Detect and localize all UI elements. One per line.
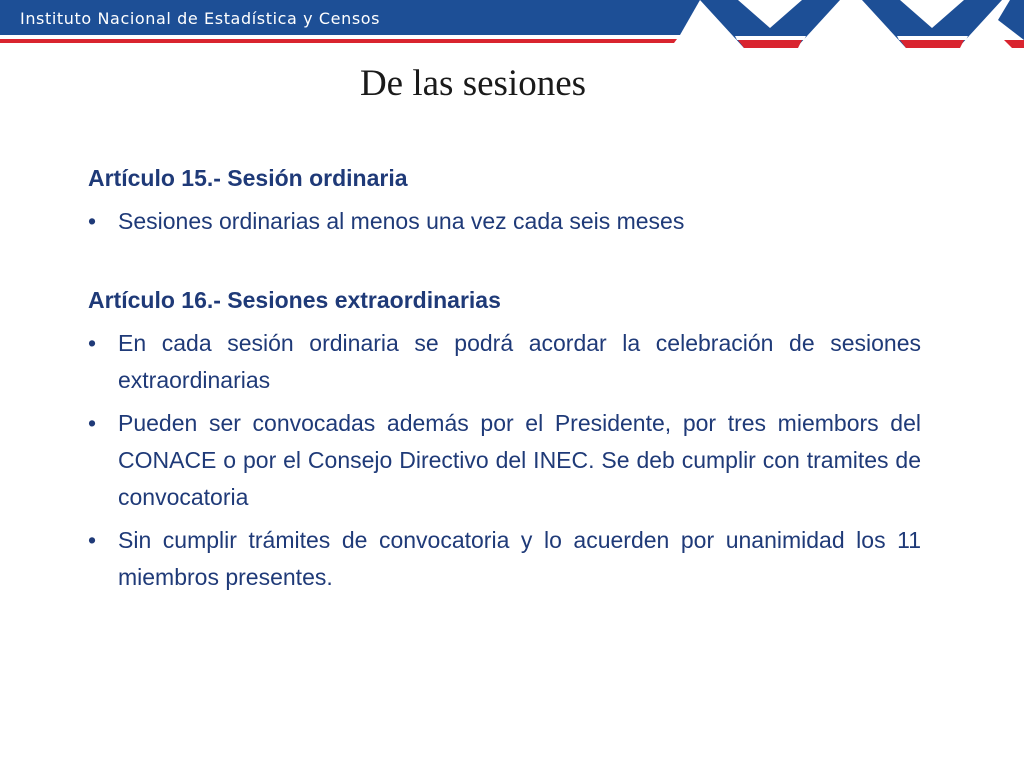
bullet-text: Sesiones ordinarias al menos una vez cada seis meses [118,208,685,234]
bullet-item [88,405,921,516]
article-heading: Artículo 16.- Sesiones extraordinarias [88,287,501,313]
organization-name: Instituto Nacional de Estadística y Censos [20,9,381,28]
bullet-icon: • [88,410,97,436]
slide-title: De las sesiones [359,63,587,104]
bullet-item [88,522,921,596]
bullet-item [88,203,921,240]
header-banner [0,0,1024,48]
slide-content [88,160,921,596]
bullet-icon: • [88,330,97,356]
article-heading: Artículo 15.- Sesión ordinaria [88,165,408,191]
bullet-text: Pueden ser convocadas además por el Presidente, por tres miembors del CONACE o por el Consejo Directivo del INEC. Se deb cumplir con tramites de convocatoria [118,410,921,510]
bullet-icon: • [88,527,97,553]
bullet-text: En cada sesión ordinaria se podrá acordar la celebración de sesiones extraordinarias [118,330,921,393]
article-16-section [88,282,921,596]
bullet-text: Sin cumplir trámites de convocatoria y lo acuerden por unanimidad los 11 miembros presentes. [118,527,921,590]
bullet-icon: • [88,208,97,234]
article-15-section [88,160,921,240]
bullet-list [88,325,921,596]
bullet-list [88,203,921,240]
bullet-item [88,325,921,399]
